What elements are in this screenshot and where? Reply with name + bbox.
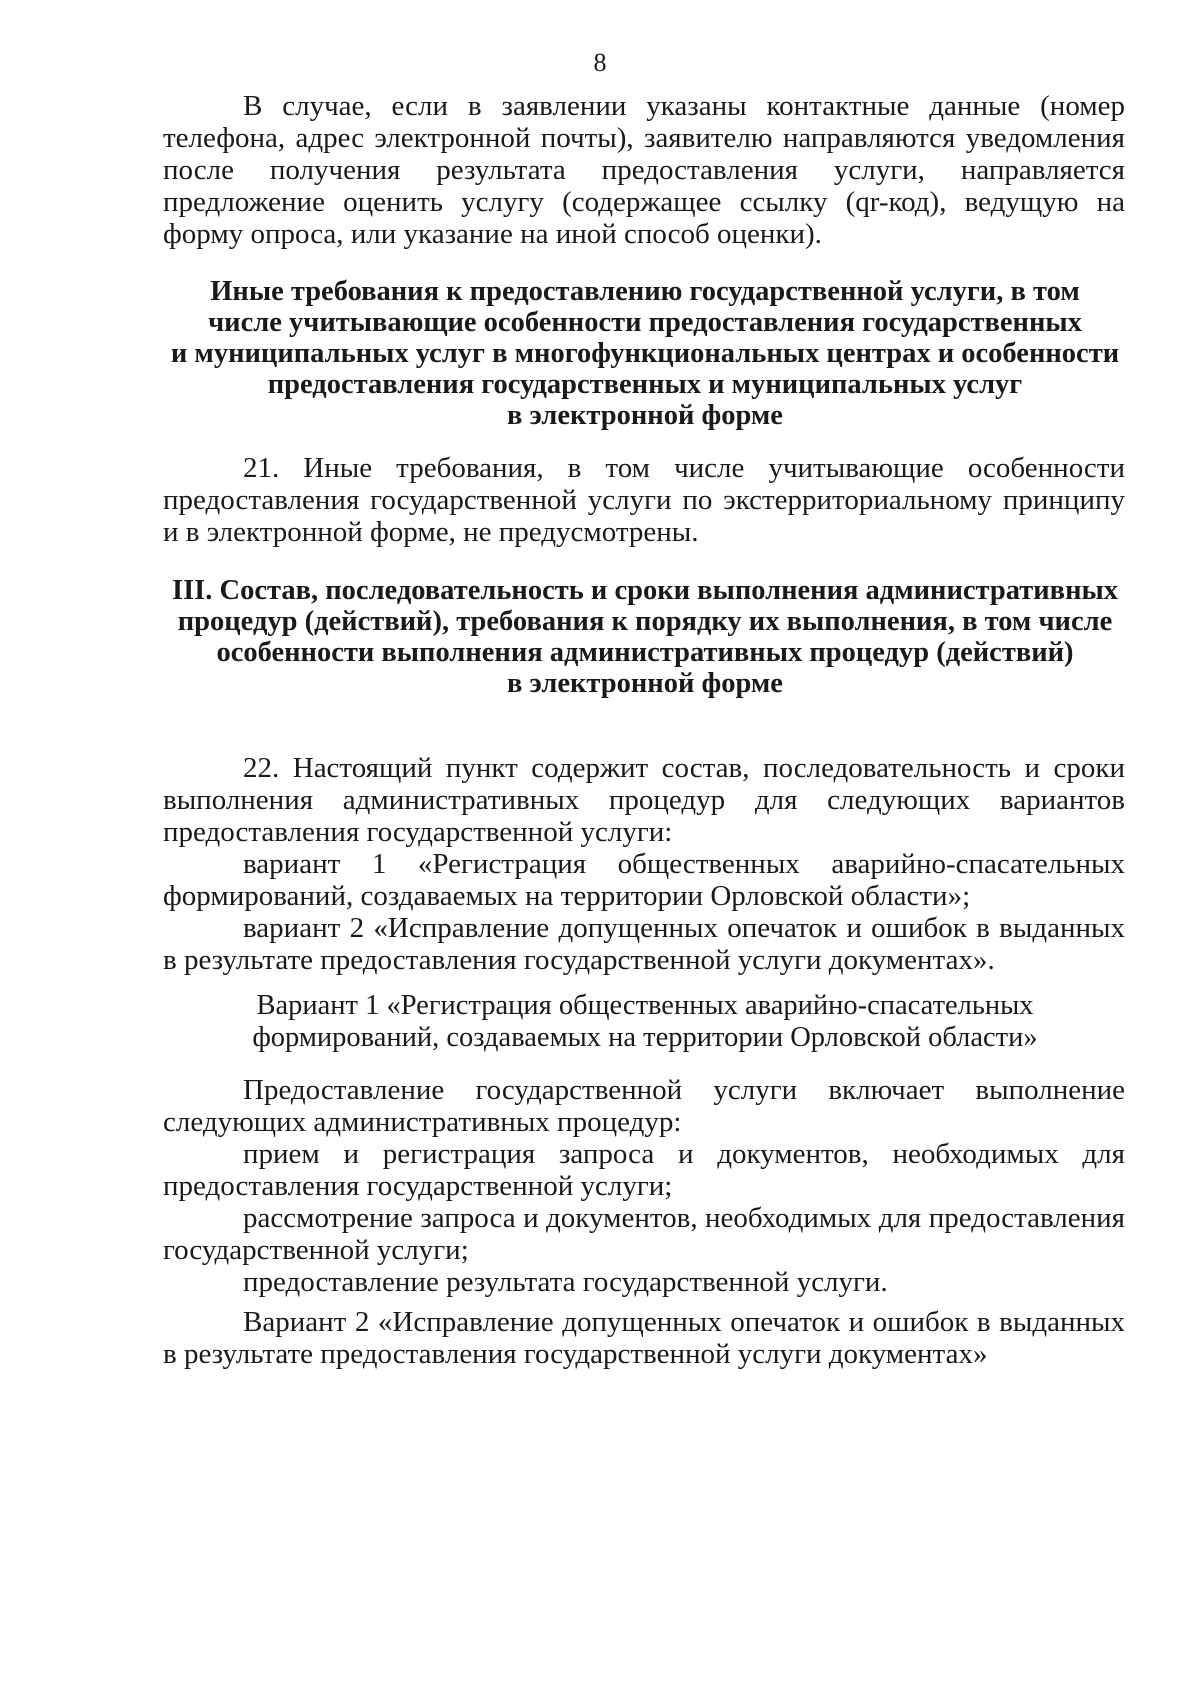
heading-line: в электронной форме bbox=[507, 400, 783, 431]
variant-1-title-line: Вариант 1 «Регистрация общественных аварийно-спасательных bbox=[256, 990, 1034, 1021]
heading-line: особенности выполнения административных процедур (действий) bbox=[216, 637, 1074, 668]
variant-1-title bbox=[150, 990, 1140, 1054]
variant-1-title-line: формирований, создаваемых на территории Орловской области» bbox=[252, 1022, 1038, 1053]
procedure-item: прием и регистрация запроса и документов, необходимых для предоставления государственной услуги; bbox=[163, 1138, 1125, 1202]
heading-line: III. Состав, последовательность и сроки выполнения административных bbox=[172, 575, 1118, 606]
intro-paragraph: В случае, если в заявлении указаны контактные данные (номер телефона, адрес электронной почты), заявителю направляются уведомления после получения результата предоставления услуги, направляется предложение оценить услугу (содержащее ссылку (qr-код), ведущую на форму опроса, или указание на иной способ оценки). bbox=[163, 90, 1125, 250]
heading-section-3 bbox=[150, 575, 1140, 699]
heading-line: и муниципальных услуг в многофункциональных центрах и особенности bbox=[170, 338, 1120, 369]
heading-line: в электронной форме bbox=[507, 668, 783, 699]
item-22-paragraph: 22. Настоящий пункт содержит состав, последовательность и сроки выполнения административных процедур для следующих вариантов предоставления государственной услуги: bbox=[163, 752, 1125, 848]
variant-2-title-block bbox=[163, 1306, 1125, 1370]
variant-2-title: Вариант 2 «Исправление допущенных опечаток и ошибок в выданных в результате предоставления государственной услуги документах» bbox=[163, 1306, 1125, 1370]
procedures-block bbox=[163, 1074, 1125, 1298]
procedure-item: предоставление результата государственной услуги. bbox=[243, 1266, 888, 1298]
heading-other-requirements bbox=[150, 276, 1140, 431]
variant-2-list-item: вариант 2 «Исправление допущенных опечаток и ошибок в выданных в результате предоставления государственной услуги документах». bbox=[163, 912, 1125, 976]
heading-line: Иные требования к предоставлению государственной услуги, в том bbox=[210, 276, 1080, 307]
heading-line: процедур (действий), требования к порядку их выполнения, в том числе bbox=[177, 606, 1113, 637]
intro-paragraph-block bbox=[163, 90, 1125, 250]
procedures-intro: Предоставление государственной услуги включает выполнение следующих административных процедур: bbox=[163, 1074, 1125, 1138]
heading-line: числе учитывающие особенности предоставления государственных bbox=[208, 307, 1082, 338]
page-number: 8 bbox=[593, 48, 607, 77]
item-21-paragraph: 21. Иные требования, в том числе учитывающие особенности предоставления государственной услуги по экстерриториальному принципу и в электронной форме, не предусмотрены. bbox=[163, 452, 1125, 548]
heading-line: предоставления государственных и муниципальных услуг bbox=[267, 369, 1023, 400]
item-22-block bbox=[163, 752, 1125, 976]
item-21-block bbox=[163, 452, 1125, 548]
variant-1-list-item: вариант 1 «Регистрация общественных аварийно-спасательных формирований, создаваемых на территории Орловской области»; bbox=[163, 848, 1125, 912]
procedure-item: рассмотрение запроса и документов, необходимых для предоставления государственной услуги; bbox=[163, 1202, 1125, 1266]
